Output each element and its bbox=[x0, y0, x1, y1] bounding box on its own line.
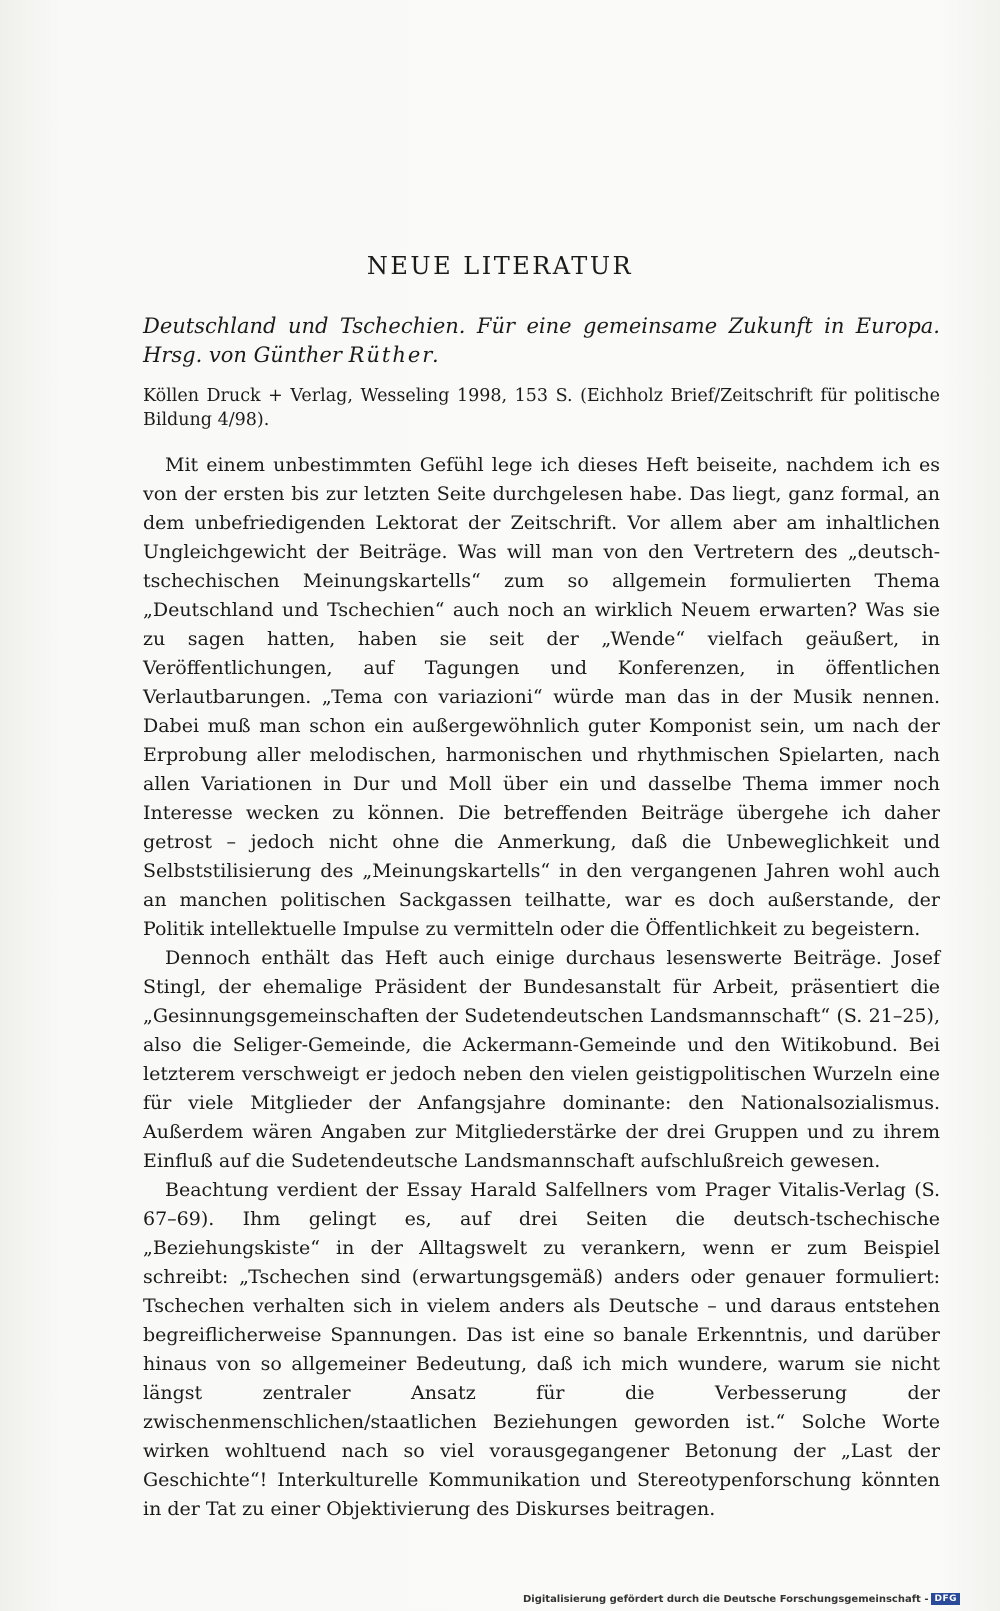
paragraph: Mit einem unbestimmten Gefühl lege ich dieses Heft beiseite, nachdem ich es von der ersten bis zur letzten Seite durchgelesen habe. Das liegt, ganz formal, an dem unbefriedigenden Lektorat der Zeitschrift. Vor allem aber am inhaltlichen Ungleichgewicht der Beiträge. Was will man von den Vertretern des „deutsch-tschechischen Meinungskartells“ zum so allgemein formulierten Thema „Deutschland und Tschechien“ auch noch an wirklich Neuem erwarten? Was sie zu sagen hatten, haben sie seit der „Wende“ vielfach geäußert, in Veröffentlichungen, auf Tagungen und Konferenzen, in öffentlichen Verlautbarungen. „Tema con variazioni“ würde man das in der Musik nennen. Dabei muß man schon ein außergewöhnlich guter Komponist sein, um nach der Erprobung aller melodischen, harmonischen und rhythmischen Spielarten, nach allen Variationen in Dur und Moll über ein und dasselbe Thema immer noch Interesse wecken zu können. Die betreffenden Beiträge übergehe ich daher getrost – jedoch nicht ohne die Anmerkung, daß die Unbeweglichkeit und Selbststilisierung des „Meinungskartells“ in den vergangenen Jahren wohl auch an manchen politischen Sackgassen teilhatte, war es doch außerstande, der Politik intellektuelle Impulse zu vermitteln oder die Öffentlichkeit zu begeistern. bbox=[143, 454, 940, 940]
credit-text: Digitalisierung gefördert durch die Deutsche Forschungsgemeinschaft - bbox=[522, 1593, 929, 1605]
digitization-credit bbox=[523, 1593, 960, 1605]
dfg-logo: DFG bbox=[931, 1593, 960, 1605]
editor-surname: Rüther. bbox=[348, 343, 441, 367]
review-body bbox=[143, 451, 940, 1524]
paragraph: Dennoch enthält das Heft auch einige durchaus lesenswerte Beiträge. Josef Stingl, der ehemalige Präsident der Bundesanstalt für Arbeit, präsentiert die „Gesinnungsgemeinschaften der Sudetendeutschen Landsmannschaft“ (S. 21–25), also die Seliger-Gemeinde, die Ackermann-Gemeinde und den Witikobund. Bei letzterem verschweigt er jedoch neben den vielen geistigpolitischen Wurzeln eine für viele Mitglieder der Anfangsjahre dominante: den Nationalsozialismus. Außerdem wären Angaben zur Mitgliederstärke der drei Gruppen und zu ihrem Einfluß auf die Sudetendeutsche Landsmannschaft aufschlußreich gewesen. bbox=[143, 947, 940, 1172]
book-title-text: Deutschland und Tschechien. Für eine gemeinsame Zukunft in Europa. Hrsg. von Günther bbox=[143, 314, 940, 367]
section-title: NEUE LITERATUR bbox=[366, 252, 634, 280]
paragraph: Beachtung verdient der Essay Harald Salfellners vom Prager Vitalis-Verlag (S. 67–69). Ihm gelingt es, auf drei Seiten die deutsch-tschechische „Beziehungskiste“ in der Alltagswelt zu verankern, wenn er zum Beispiel schreibt: „Tschechen sind (erwartungsgemäß) anders oder genauer formuliert: Tschechen verhalten sich in vielem anders als Deutsche – und daraus entstehen begreiflicherweise Spannungen. Das ist eine so banale Erkenntnis, und darüber hinaus von so allgemeiner Bedeutung, daß ich mich wundere, warum sie nicht längst zentraler Ansatz für die Verbesserung der zwischenmenschlichen/staatlichen Beziehungen geworden ist.“ Solche Worte wirken wohltuend nach so viel vorausgegangener Betonung der „Last der Geschichte“! Interkulturelle Kommunikation und Stereotypenforschung könnten in der Tat zu einer Objektivierung des Diskurses beitragen. bbox=[143, 1179, 940, 1520]
book-title bbox=[143, 312, 940, 370]
publication-info: Köllen Druck + Verlag, Wesseling 1998, 153 S. (Eichholz Brief/Zeitschrift für politische Bildung 4/98). bbox=[143, 386, 940, 430]
